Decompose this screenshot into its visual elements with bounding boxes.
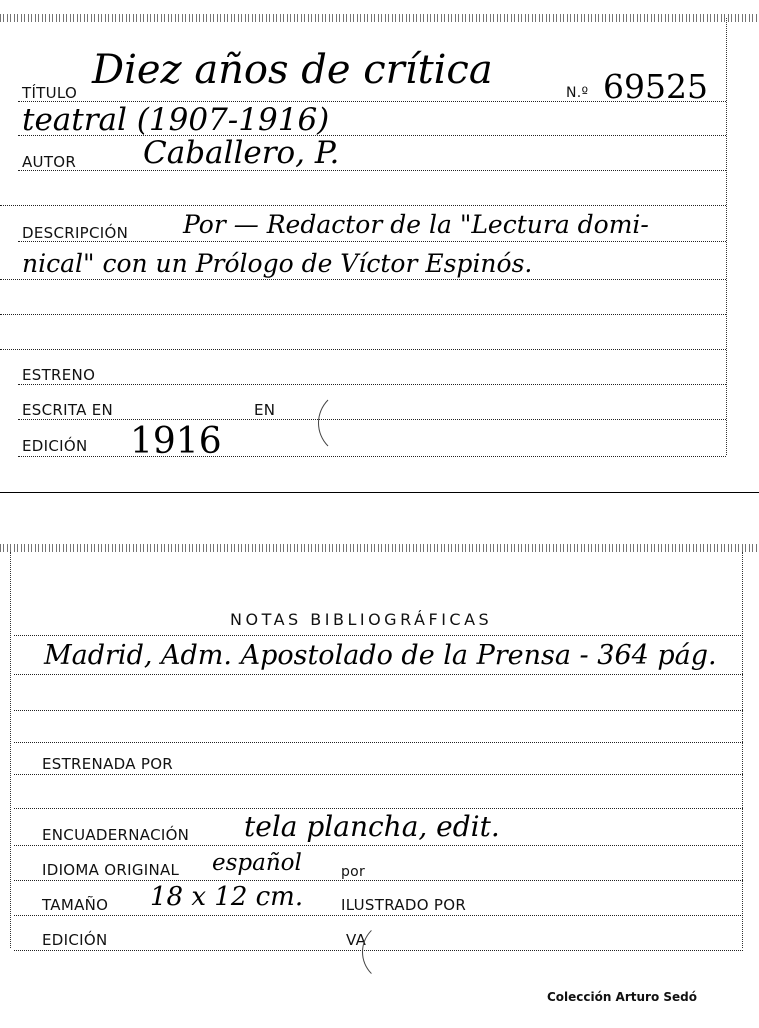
card-left-border: [10, 552, 11, 948]
descripcion-label: DESCRIPCIÓN: [22, 224, 129, 242]
titulo-line2: teatral (1907-1916): [22, 102, 330, 138]
punch-hole-arc: [318, 390, 384, 456]
card-separator: [0, 492, 759, 493]
edicion-label: EDICIÓN: [22, 437, 88, 455]
encuadernacion-value: tela plancha, edit.: [244, 810, 500, 843]
catalog-card-back: [0, 538, 759, 1008]
rule-line: [0, 205, 726, 206]
autor-value: Caballero, P.: [143, 135, 340, 171]
rule-line: [18, 170, 726, 171]
ilustrado-por-label: ILUSTRADO POR: [341, 896, 467, 914]
card-top-edge: [0, 14, 759, 22]
rule-line: [14, 674, 743, 675]
rule-line: [14, 635, 743, 636]
rule-line: [14, 880, 743, 881]
card-right-border: [742, 552, 743, 948]
card-right-border: [726, 18, 727, 455]
rule-line: [0, 349, 726, 350]
titulo-handwritten: Diez años de crítica: [92, 47, 493, 93]
rule-line: [14, 808, 743, 809]
estrenada-por-label: ESTRENADA POR: [42, 755, 174, 773]
idioma-value: español: [212, 850, 302, 876]
rule-line: [0, 279, 726, 280]
idioma-label: IDIOMA ORIGINAL: [42, 861, 180, 879]
va-label: VA: [346, 931, 367, 949]
autor-label: AUTOR: [22, 153, 77, 171]
escrita-en-label: ESCRITA EN: [22, 401, 114, 419]
tamano-value: 18 x 12 cm.: [150, 882, 304, 912]
por-label: por: [341, 864, 366, 880]
rule-line: [14, 845, 743, 846]
rule-line: [18, 456, 726, 457]
descripcion-line2: nical" con un Prólogo de Víctor Espinós.: [22, 249, 533, 278]
en-label: EN: [254, 401, 276, 419]
tamano-label: TAMAÑO: [42, 896, 109, 914]
rule-line: [14, 742, 743, 743]
numero-value: 69525: [603, 67, 708, 106]
punch-hole-arc: [362, 921, 424, 983]
catalog-card-front: [0, 0, 759, 495]
estreno-label: ESTRENO: [22, 366, 96, 384]
card-top-edge: [0, 544, 759, 552]
edicion-value: 1916: [130, 421, 222, 462]
collection-credit: Colección Arturo Sedó: [546, 990, 697, 1004]
notas-line1: Madrid, Adm. Apostolado de la Prensa - 364 pág.: [44, 640, 717, 671]
rule-line: [18, 384, 726, 385]
notas-heading: NOTAS BIBLIOGRÁFICAS: [230, 610, 493, 629]
rule-line: [14, 915, 743, 916]
titulo-label: TÍTULO: [22, 84, 78, 102]
descripcion-line1: Por — Redactor de la "Lectura domi-: [183, 210, 649, 239]
rule-line: [14, 774, 743, 775]
rule-line: [0, 314, 726, 315]
rule-line: [14, 710, 743, 711]
encuadernacion-label: ENCUADERNACIÓN: [42, 826, 190, 844]
edicion-label: EDICIÓN: [42, 931, 108, 949]
numero-label: N.º: [566, 85, 589, 101]
